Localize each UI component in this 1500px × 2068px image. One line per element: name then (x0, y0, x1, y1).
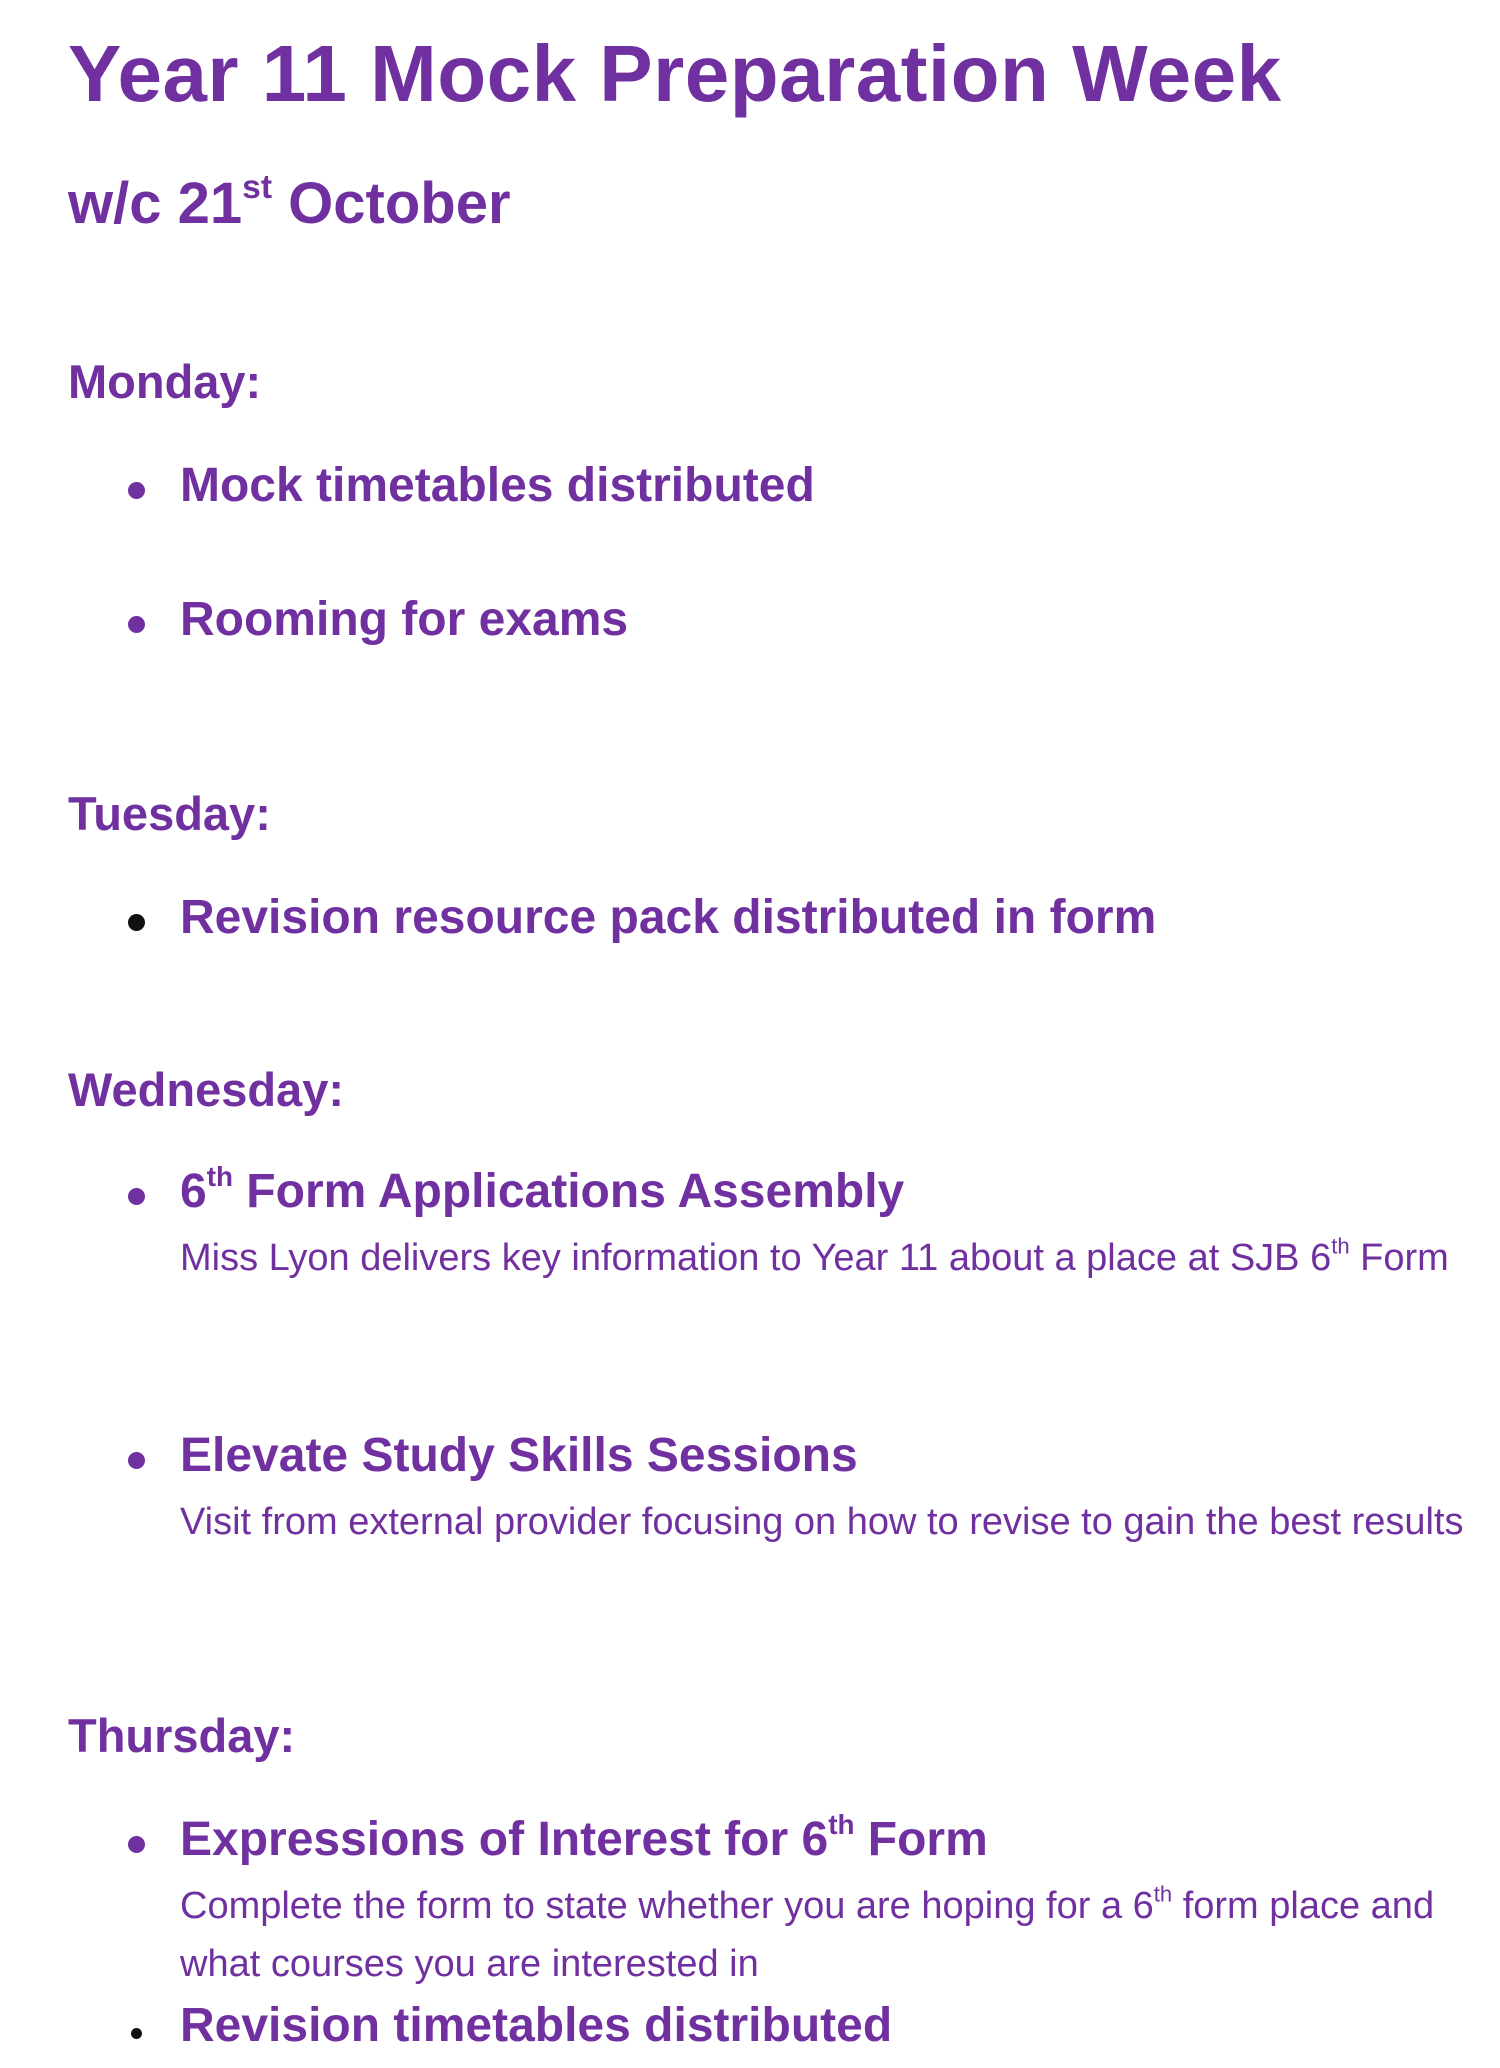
item-title: Revision timetables distributed (180, 1999, 893, 2052)
item-description-suffix: Form (1349, 1237, 1449, 1280)
list-item (180, 1809, 1470, 1993)
list-item (180, 1428, 1470, 1551)
list-item (180, 458, 1470, 513)
item-title (180, 1161, 1470, 1219)
bullet-icon (128, 914, 145, 931)
item-description-superscript: th (1153, 1881, 1173, 1907)
bullet-icon (128, 616, 145, 633)
day-heading-monday: Monday: (68, 355, 262, 408)
item-description-prefix: Complete the form to state whether you are hoping for a 6 (180, 1885, 1154, 1928)
list-item (180, 1998, 1470, 2053)
item-description-superscript: th (1331, 1233, 1350, 1259)
item-title-prefix: 6 (180, 1165, 207, 1218)
bullet-icon (128, 1188, 145, 1205)
item-title: Mock timetables distributed (180, 459, 815, 512)
item-title-prefix: Expressions of Interest for 6 (180, 1813, 829, 1866)
item-title-suffix: Form Applications Assembly (232, 1165, 905, 1218)
item-title-superscript: th (206, 1161, 233, 1193)
item-title: Revision resource pack distributed in form (180, 891, 1157, 944)
day-heading-wednesday: Wednesday: (68, 1063, 344, 1116)
bullet-icon (128, 482, 145, 499)
item-description: Visit from external provider focusing on how to revise to gain the best results (180, 1501, 1464, 1544)
list-item (180, 592, 1470, 647)
bullet-icon (128, 1452, 145, 1469)
item-title: Rooming for exams (180, 593, 629, 646)
subtitle-prefix: w/c 21 (68, 171, 243, 236)
page-title: Year 11 Mock Preparation Week (68, 29, 1282, 118)
subtitle-suffix: October (272, 171, 511, 236)
item-title: Elevate Study Skills Sessions (180, 1429, 858, 1482)
day-heading-thursday: Thursday: (68, 1709, 296, 1762)
item-description-suffix: form place and what courses you are interested in (180, 1885, 1435, 1986)
item-title-suffix: Form (854, 1813, 988, 1866)
subtitle-superscript: st (242, 168, 273, 206)
item-title-superscript: th (828, 1809, 855, 1841)
item-description (180, 1877, 1470, 1993)
item-title (180, 1809, 1470, 1867)
day-heading-tuesday: Tuesday: (68, 787, 271, 840)
item-description (180, 1229, 1470, 1287)
list-item (180, 890, 1470, 945)
page-subtitle (68, 168, 511, 236)
bullet-icon (128, 1836, 145, 1853)
bullet-icon (131, 2028, 142, 2039)
item-description-prefix: Miss Lyon delivers key information to Year 11 about a place at SJB 6 (180, 1237, 1332, 1280)
list-item (180, 1161, 1470, 1287)
